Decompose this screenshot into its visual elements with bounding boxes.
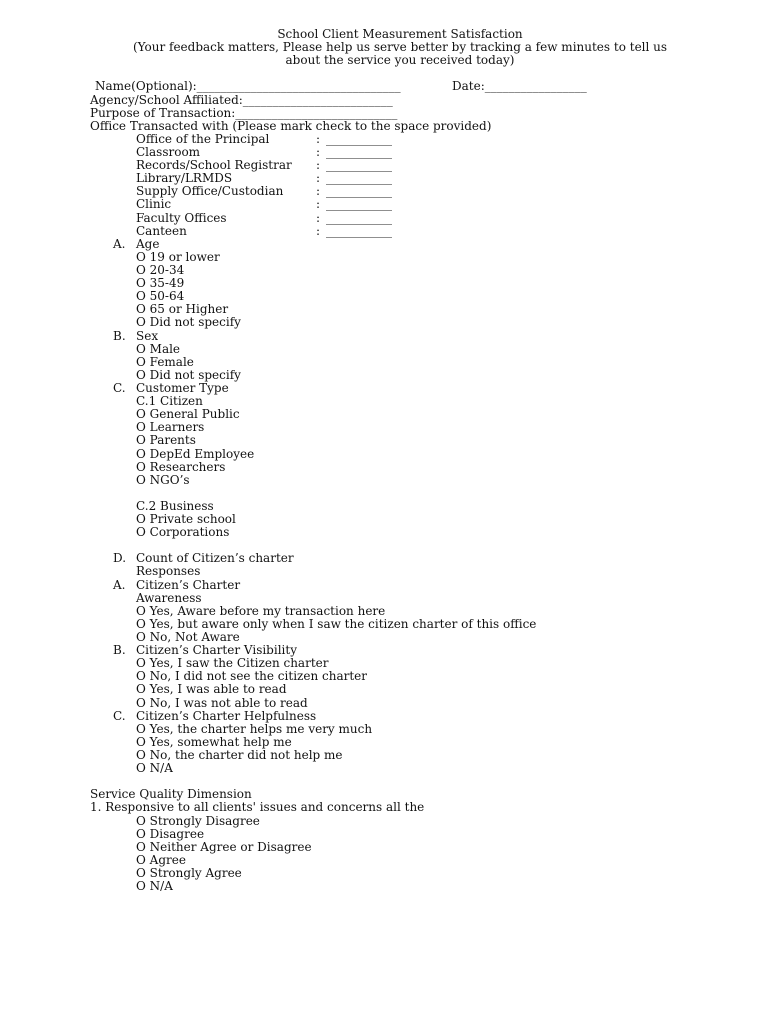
question-title: Citizen’s Charter Visibility xyxy=(136,643,297,658)
date-field-blank: _________________ xyxy=(484,79,587,94)
option-item: O Strongly Agree xyxy=(136,866,242,880)
option-item: O Yes, Aware before my transaction here xyxy=(136,603,386,618)
office-item-label: Faculty Offices xyxy=(136,210,227,225)
option-item: O Did not specify xyxy=(136,367,241,382)
option-item: O Learners xyxy=(136,420,205,435)
section-title: Count of Citizen’s charter xyxy=(136,551,294,566)
option-item: O Did not specify xyxy=(136,315,241,330)
option-item: O Strongly Disagree xyxy=(136,813,260,828)
option-item: O Corporations xyxy=(136,525,230,540)
option-item: O Yes, I was able to read xyxy=(136,682,287,697)
option-item: O Yes, the charter helps me very much xyxy=(136,721,373,736)
sex-section-heading xyxy=(0,330,768,343)
option-item: O Neither Agree or Disagree xyxy=(136,839,312,854)
office-item-blank: ___________ xyxy=(326,184,393,199)
office-item-label: Office of the Principal xyxy=(136,131,270,146)
service-quality-question: 1. Responsive to all clients' issues and concerns all the xyxy=(90,800,425,815)
section-title: Sex xyxy=(136,328,159,343)
customer-type-section-heading xyxy=(0,382,768,395)
office-item-separator: : xyxy=(316,144,321,159)
subgroup-title: C.2 Business xyxy=(136,498,214,513)
office-item-separator: : xyxy=(316,184,321,199)
age-section-heading xyxy=(0,238,768,251)
section-title: Customer Type xyxy=(136,380,229,395)
subgroup-title: C.1 Citizen xyxy=(136,394,203,409)
office-item-label: Canteen xyxy=(136,223,187,238)
question-marker: A. xyxy=(113,577,126,592)
option-item: O Parents xyxy=(136,433,196,448)
option-item: O Researchers xyxy=(136,459,226,474)
purpose-field-blank: ___________________________ xyxy=(235,105,398,120)
section-marker: B. xyxy=(113,328,126,343)
office-item xyxy=(0,198,768,211)
agency-field-label: Agency/School Affiliated: xyxy=(90,92,243,107)
office-item-blank: ___________ xyxy=(326,223,393,238)
office-item-blank: ___________ xyxy=(326,158,393,173)
purpose-row xyxy=(0,107,768,120)
date-field xyxy=(452,80,587,93)
office-item-blank: ___________ xyxy=(326,197,393,212)
spacer xyxy=(0,487,768,500)
charter-question-heading xyxy=(0,644,768,657)
option-item: O 20-34 xyxy=(136,262,185,277)
charter-section-heading xyxy=(0,552,768,565)
office-item-label: Clinic xyxy=(136,197,172,212)
option-item: O No, I did not see the citizen charter xyxy=(136,669,367,684)
option-item: O Yes, somewhat help me xyxy=(136,734,292,749)
office-list-heading: Office Transacted with (Please mark check to the space provided) xyxy=(90,118,492,133)
option-item: O DepEd Employee xyxy=(136,446,255,461)
option-item: O Agree xyxy=(136,852,186,867)
option-item: O General Public xyxy=(136,407,240,422)
option-item: O Private school xyxy=(136,512,236,527)
section-marker: A. xyxy=(113,236,126,251)
purpose-field-label: Purpose of Transaction: xyxy=(90,105,236,120)
option-item: O No, I was not able to read xyxy=(136,695,308,710)
question-marker: C. xyxy=(113,708,126,723)
office-item-blank: ___________ xyxy=(326,210,393,225)
date-field-label: Date: xyxy=(452,79,485,94)
option-item: O NGO’s xyxy=(136,472,190,487)
office-item-label: Library/LRMDS xyxy=(136,171,233,186)
office-item-label: Classroom xyxy=(136,144,201,159)
office-item-separator: : xyxy=(316,171,321,186)
charter-question-heading xyxy=(0,710,768,723)
name-field-label: Name(Optional): xyxy=(95,79,197,94)
question-title: Citizen’s Charter Helpfulness xyxy=(136,708,317,723)
form-title: School Client Measurement Satisfaction xyxy=(277,27,523,41)
question-title: Citizen’s Charter xyxy=(136,577,241,592)
option-item: O Yes, I saw the Citizen charter xyxy=(136,656,329,671)
office-item-separator: : xyxy=(316,158,321,173)
form-subtitle-line2: about the service you received today) xyxy=(285,53,515,68)
option-item: O No, the charter did not help me xyxy=(136,748,343,763)
section-title-continued: Responses xyxy=(136,564,201,579)
option-item: O 35-49 xyxy=(136,276,185,291)
office-item-label: Supply Office/Custodian xyxy=(136,184,284,199)
question-title-continued: Awareness xyxy=(136,590,202,605)
document-page xyxy=(0,28,768,893)
section-marker: D. xyxy=(113,551,127,566)
office-item-separator: : xyxy=(316,223,321,238)
office-item-blank: ___________ xyxy=(326,144,393,159)
office-item-separator: : xyxy=(316,197,321,212)
question-marker: B. xyxy=(113,643,126,658)
option-item: O 50-64 xyxy=(136,289,185,304)
office-item xyxy=(0,212,768,225)
office-item-label: Records/School Registrar xyxy=(136,158,292,173)
option-item: O No, Not Aware xyxy=(136,630,240,645)
office-item-separator: : xyxy=(316,210,321,225)
office-item-blank: ___________ xyxy=(326,131,393,146)
option-item: O N/A xyxy=(136,761,173,776)
section-marker: C. xyxy=(113,380,126,395)
office-item-blank: ___________ xyxy=(326,171,393,186)
option-item: O Disagree xyxy=(136,826,205,841)
option-item: O Male xyxy=(136,341,181,356)
name-field-blank: __________________________________ xyxy=(196,79,401,94)
option-item: O N/A xyxy=(136,879,173,894)
section-title: Age xyxy=(136,236,160,251)
option-item: O 19 or lower xyxy=(136,249,220,264)
office-item xyxy=(0,225,768,238)
service-quality-heading: Service Quality Dimension xyxy=(90,787,252,802)
office-item-separator: : xyxy=(316,131,321,146)
option-item: O 65 or Higher xyxy=(136,302,229,317)
form-subtitle-line1: (Your feedback matters, Please help us serve better by tracking a few minutes to tell us xyxy=(132,40,668,55)
option-item: O Yes, but aware only when I saw the citizen charter of this office xyxy=(136,616,537,631)
agency-field-blank: _________________________ xyxy=(242,92,393,107)
option-item: O Female xyxy=(136,354,194,369)
charter-question-heading xyxy=(0,579,768,592)
